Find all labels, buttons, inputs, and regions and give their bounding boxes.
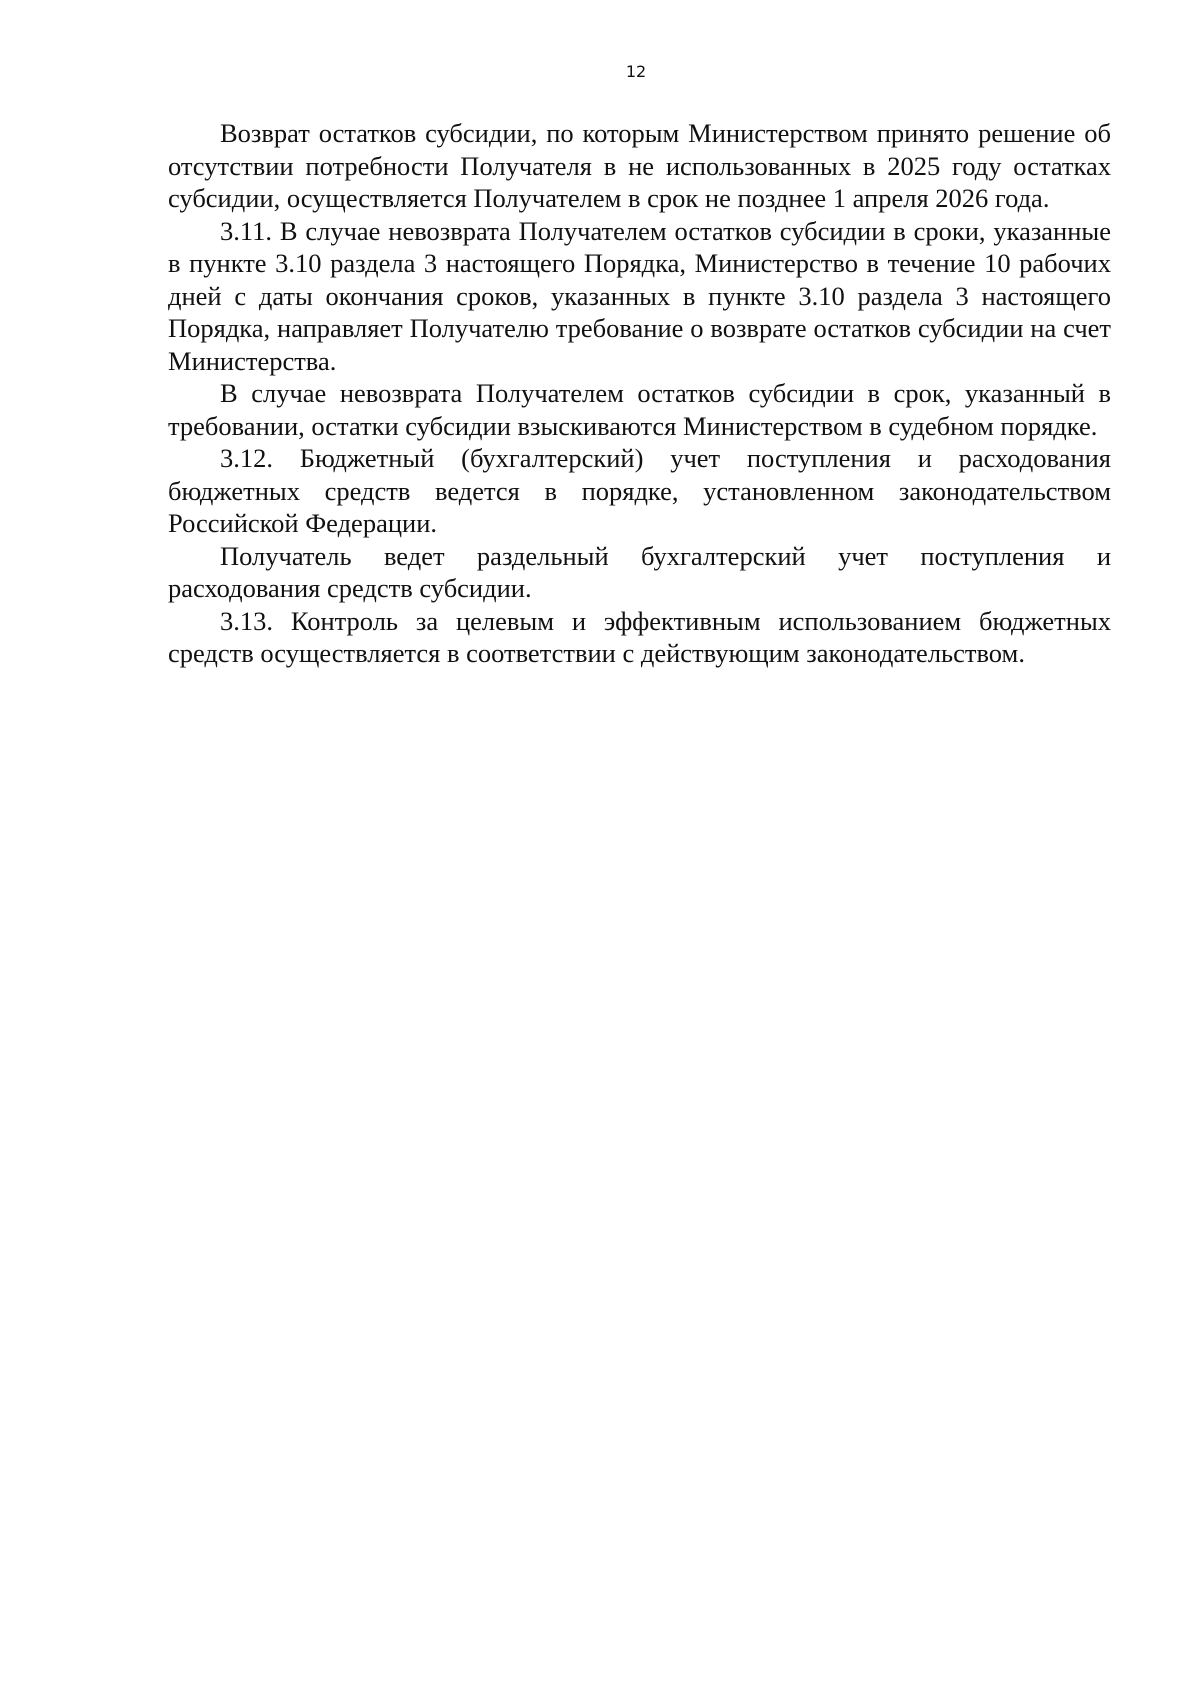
paragraph-subsidy-return: Возврат остатков субсидии, по которым Министерством принято решение об отсутствии потребности Получателя в не использованных в 2025 году остатках субсидии, осуществляется Получателем в срок не позднее 1 апреля 2026 года. [168,118,1111,213]
paragraph-3-11: 3.11. В случае невозврата Получателем остатков субсидии в сроки, указанные в пункте 3.10 раздела 3 настоящего Порядка, Министерство в течение 10 рабочих дней с даты окончания сроков, указанных в пункте 3.10 раздела 3 настоящего Порядка, направляет Получателю требование о возврате остатков субсидии на счет Министерства. [168,215,1111,376]
paragraph-recovery-in-court: В случае невозврата Получателем остатков субсидии в срок, указанный в требовании, остатки субсидии взыскиваются Министерством в судебном порядке. [168,378,1111,441]
paragraph-3-13: 3.13. Контроль за целевым и эффективным использованием бюджетных средств осуществляется в соответствии с действующим законодательством. [168,605,1111,668]
paragraph-3-12: 3.12. Бюджетный (бухгалтерский) учет поступления и расходования бюджетных средств ведется в порядке, установленном законодательством Российской Федерации. [168,443,1111,538]
page-number: 12 [625,62,647,81]
document-body [168,117,1111,670]
paragraph-separate-accounting: Получатель ведет раздельный бухгалтерский учет поступления и расходования средств субсидии. [168,540,1111,603]
